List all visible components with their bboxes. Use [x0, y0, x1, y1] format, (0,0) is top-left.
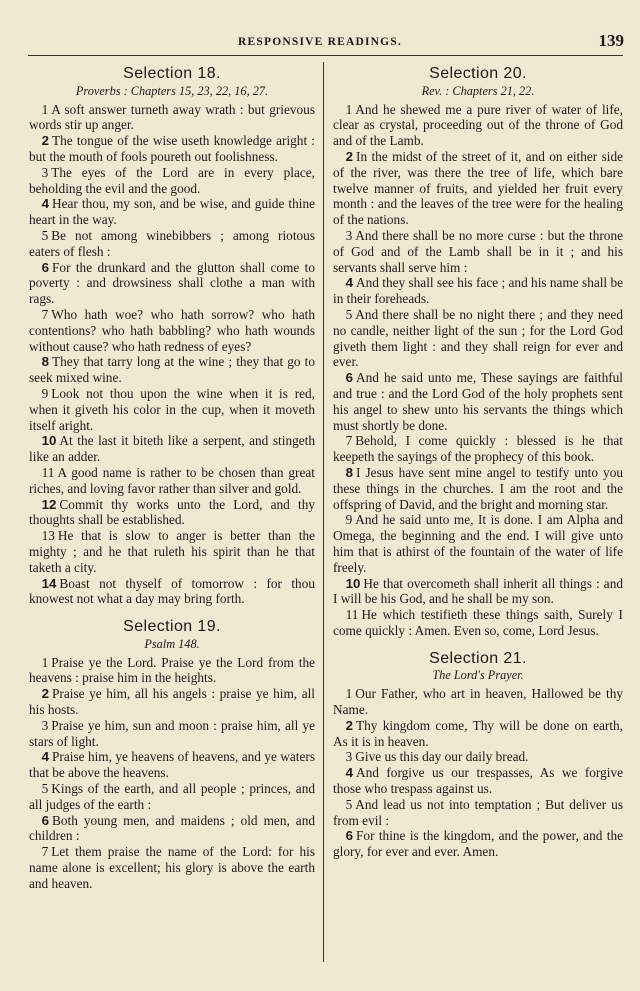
verse — [29, 260, 315, 307]
verse — [29, 655, 315, 687]
column-divider — [323, 62, 324, 962]
verse-text: A good name is rather to be chosen than great riches, and loving favor rather than silver and gold. — [29, 464, 315, 496]
verse — [29, 844, 315, 891]
page-header — [0, 0, 640, 56]
verse-number: 10 — [345, 575, 361, 591]
verse — [29, 718, 315, 750]
verse-text: For the drunkard and the glutton shall come to poverty : and drowsiness shall clothe a man with rags. — [29, 259, 315, 307]
running-title: RESPONSIVE READINGS. — [238, 36, 402, 48]
verse-text: Kings of the earth, and all people ; princes, and all judges of the earth : — [29, 781, 315, 812]
verse — [29, 133, 315, 165]
verse-number: 9 — [41, 385, 49, 401]
verse-number: 8 — [345, 464, 354, 480]
selection-section — [333, 639, 623, 860]
verse-number: 11 — [345, 607, 359, 623]
verse-number: 2 — [41, 133, 50, 149]
verse-text: A soft answer turneth away wrath : but grievous words stir up anger. — [29, 101, 315, 133]
verse-number: 3 — [345, 227, 353, 243]
selection-reference: Rev. : Chapters 21, 22. — [421, 83, 535, 98]
verse-text: In the midst of the street of it, and on either side of the river, was there the tree of life, which bare twelve manner of fruits, and yielded her fruit every month : and the leaves of the tree were for the healing of the nations. — [333, 148, 623, 228]
verse — [333, 576, 623, 608]
verse-text: Look not thou upon the wine when it is red, when it giveth his color in the cup, when it moveth itself aright. — [29, 385, 315, 433]
verse-text: And there shall be no more curse : but the throne of God and of the Lamb shall be in it ; and his servants shall serve him : — [333, 227, 623, 275]
selection-title: Selection 18. — [123, 65, 221, 82]
verse — [333, 275, 623, 307]
verse — [333, 433, 623, 465]
verse — [333, 512, 623, 575]
page-number: 139 — [598, 31, 624, 50]
verse-number: 14 — [41, 575, 57, 591]
verse — [333, 828, 623, 860]
verse-number: 7 — [345, 433, 353, 449]
verse-text: I Jesus have sent mine angel to testify unto you these things in the churches. I am the root and the offspring of David, and the bright and morning star. — [333, 464, 623, 512]
verse — [29, 354, 315, 386]
header-rule — [28, 55, 623, 56]
verse-number: 7 — [41, 844, 49, 860]
verse-number: 8 — [41, 354, 50, 370]
verse-number: 7 — [41, 306, 49, 322]
selection-section — [29, 607, 315, 892]
verse-text: Our Father, who art in heaven, Hallowed be thy Name. — [333, 686, 623, 718]
verse-text: And forgive us our trespasses, As we forgive those who trespass against us. — [333, 765, 623, 797]
verse-text: And there shall be no night there ; and they need no candle, neither light of the sun ; for the Lord God giveth them light : and they shall reign for ever and ever. — [333, 306, 623, 370]
verse-text: Who hath woe? who hath sorrow? who hath contentions? who hath babbling? who hath wounds without cause? who hath redness of eyes? — [29, 306, 315, 354]
verse — [333, 607, 623, 639]
verse-number: 6 — [41, 812, 50, 828]
verse-number: 2 — [345, 148, 354, 164]
selection-title: Selection 20. — [429, 65, 527, 82]
verse — [29, 749, 315, 781]
selection-reference: Proverbs : Chapters 15, 23, 22, 16, 27. — [75, 83, 269, 98]
verse-number: 1 — [41, 654, 49, 670]
verse-number: 13 — [41, 528, 55, 544]
verse-text: And lead us not into temptation ; But deliver us from evil : — [333, 796, 623, 828]
verse — [333, 370, 623, 433]
verse — [333, 718, 623, 750]
verse-text: He which testifieth these things saith, Surely I come quickly : Amen. Even so, come, Lord Jesus. — [333, 607, 623, 638]
verse-number: 4 — [41, 749, 50, 765]
selection-reference: Psalm 148. — [144, 636, 200, 651]
selection-section — [333, 66, 623, 639]
verse — [29, 165, 315, 197]
verse — [29, 386, 315, 433]
verse-number: 6 — [345, 828, 354, 844]
verse-text: Behold, I come quickly : blessed is he that keepeth the sayings of the prophecy of this book. — [333, 433, 623, 465]
verse-number: 2 — [41, 686, 50, 702]
verse — [29, 228, 315, 260]
verse — [333, 797, 623, 829]
verse-number: 3 — [345, 749, 353, 765]
verse — [29, 528, 315, 575]
selection-title: Selection 21. — [429, 649, 527, 667]
verse-text: And he said unto me, These sayings are faithful and true : and the Lord God of the holy prophets sent his angel to shew unto his servants the things which must shortly be done. — [333, 370, 623, 433]
verse — [333, 765, 623, 797]
verse-text: Praise him, ye heavens of heavens, and ye waters that be above the heavens. — [29, 749, 315, 781]
verse-number: 11 — [41, 464, 55, 480]
verse-text: They that tarry long at the wine ; they that go to seek mixed wine. — [29, 354, 315, 386]
verse-number: 12 — [41, 496, 57, 512]
verse-number: 2 — [345, 717, 354, 733]
verse-number: 1 — [41, 101, 49, 117]
verse — [333, 102, 623, 149]
verse — [29, 686, 315, 718]
verse-text: And they shall see his face ; and his name shall be in their foreheads. — [333, 275, 624, 307]
verse — [333, 228, 623, 275]
selection-reference: The Lord's Prayer. — [432, 668, 524, 683]
verse-number: 3 — [41, 717, 49, 733]
verse — [29, 781, 315, 813]
selection-section — [29, 66, 315, 607]
verse-number: 1 — [345, 101, 353, 117]
verse-number: 4 — [345, 275, 354, 291]
verse-text: Praise ye him, sun and moon : praise him, all ye stars of light. — [29, 717, 315, 749]
section-gap — [29, 607, 315, 615]
verse-number: 4 — [345, 765, 354, 781]
left-column — [29, 62, 315, 892]
verse — [333, 465, 623, 512]
verse-text: Give us this day our daily bread. — [355, 749, 529, 765]
verse — [29, 576, 315, 608]
verse — [29, 102, 315, 134]
verse-number: 9 — [345, 512, 353, 528]
verse-text: Hear thou, my son, and be wise, and guide thine heart in the way. — [29, 196, 315, 228]
verse — [29, 813, 315, 845]
verse-number: 4 — [41, 196, 50, 212]
section-gap — [333, 639, 623, 647]
verse-text: Praise ye the Lord. Praise ye the Lord from the heavens : praise him in the heights. — [29, 654, 315, 686]
verse-text: Praise ye him, all his angels : praise ye him, all his hosts. — [29, 686, 315, 718]
verse-number: 5 — [345, 306, 353, 322]
verse — [29, 465, 315, 497]
selection-title: Selection 19. — [123, 618, 221, 636]
verse-text: Be not among winebibbers ; among riotous eaters of flesh : — [29, 227, 315, 259]
verse-text: Commit thy works unto the Lord, and thy thoughts shall be established. — [29, 496, 315, 528]
verse-number: 1 — [345, 686, 353, 702]
verse-text: And he shewed me a pure river of water of life, clear as crystal, proceeding out of the throne of God and of the Lamb. — [333, 101, 623, 149]
verse-text: Let them praise the name of the Lord: for his name alone is excellent; his glory is above the earth and heaven. — [29, 844, 315, 891]
verse — [333, 307, 623, 370]
verse-number: 10 — [41, 433, 57, 449]
verse-text: And he said unto me, It is done. I am Alpha and Omega, the beginning and the end. I will give unto him that is athirst of the fountain of the water of life freely. — [333, 512, 623, 575]
verse-text: Boast not thyself of tomorrow : for thou knowest not what a day may bring forth. — [29, 575, 315, 607]
verse-text: For thine is the kingdom, and the power, and the glory, for ever and ever. Amen. — [333, 828, 623, 860]
verse — [29, 497, 315, 529]
verse-number: 3 — [41, 164, 49, 180]
verse-number: 5 — [41, 227, 49, 243]
verse — [29, 433, 315, 465]
verse-text: Thy kingdom come, Thy will be done on earth, As it is in heaven. — [333, 717, 623, 749]
verse-number: 5 — [345, 796, 353, 812]
verse — [29, 196, 315, 228]
verse-text: He that is slow to anger is better than the mighty ; and he that ruleth his spirit than he that taketh a city. — [29, 528, 315, 575]
verse-text: The tongue of the wise useth knowledge aright : but the mouth of fools poureth out foolishness. — [29, 133, 315, 164]
right-column — [333, 62, 623, 860]
verse-text: The eyes of the Lord are in every place, beholding the evil and the good. — [29, 164, 315, 196]
verse — [333, 149, 623, 228]
verse-text: He that overcometh shall inherit all things : and I will be his God, and he shall be my son. — [333, 575, 623, 607]
verse-text: Both young men, and maidens ; old men, and children : — [29, 812, 315, 844]
verse — [333, 749, 623, 765]
verse-number: 5 — [41, 781, 49, 797]
verse-text: At the last it biteth like a serpent, and stingeth like an adder. — [29, 433, 315, 465]
verse-number: 6 — [41, 259, 50, 275]
verse — [333, 686, 623, 718]
verse-number: 6 — [345, 370, 354, 386]
verse — [29, 307, 315, 354]
